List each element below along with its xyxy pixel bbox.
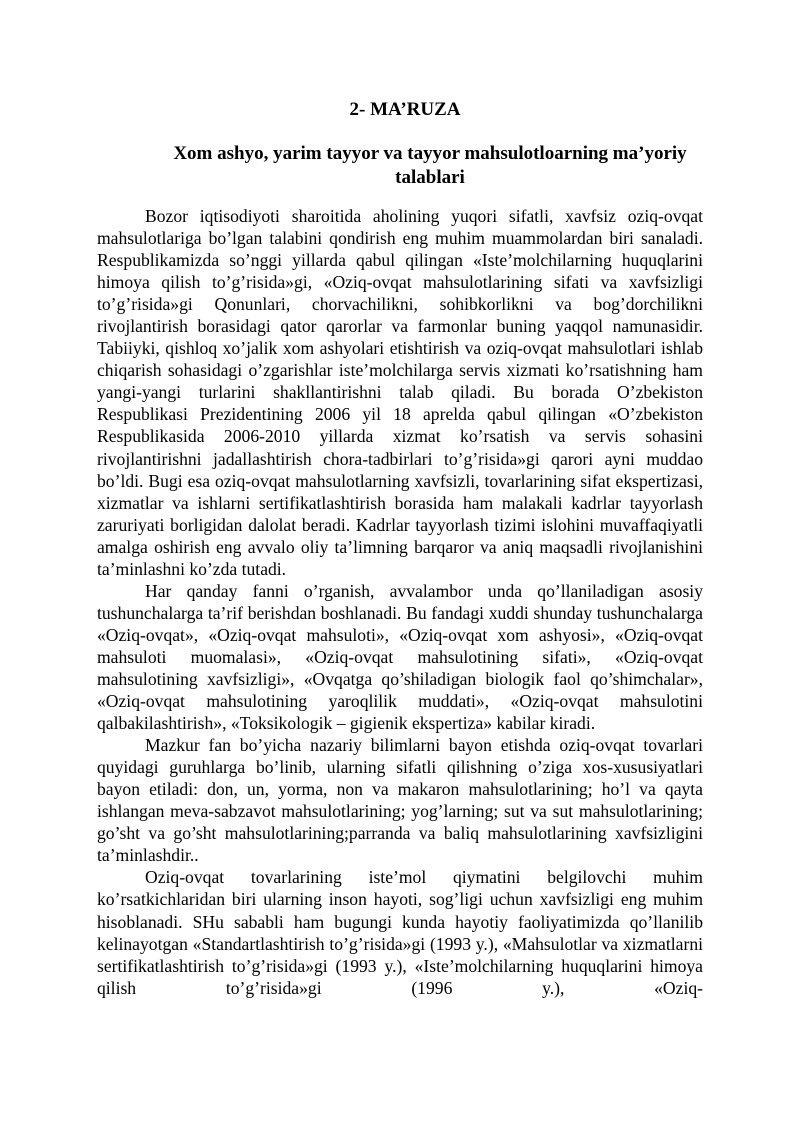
lecture-subtitle: Xom ashyo, yarim tayyor va tayyor mahsulotloarning ma’yoriy talablari — [173, 143, 687, 188]
paragraph: Oziq-ovqat tovarlarining iste’mol qiymatini belgilovchi muhim ko’rsatkichlaridan biri ularning inson hayoti, sog’ligi uchun xavfsizligi eng muhim hisoblanadi. SHu sababli ham bugungi kunda hayotiy faoliyatimizda qo’llanilib kelinayotgan «Standartlashtirish to’g’risida»gi (1993 y.), «Mahsulotlar va xizmatlarni sertifikatlashtirish to’g’risida»gi (1993 y.), «Iste’molchilarning huquqlarini himoya qilish to’g’risida»gi (1996 y.), «Oziq- — [97, 867, 703, 998]
lecture-heading: 2- MA’RUZA — [349, 99, 461, 120]
paragraph: Har qanday fanni o’rganish, avvalambor unda qo’llaniladigan asosiy tushunchalarga ta’rif berishdan boshlanadi. Bu fandagi xuddi shunday tushunchalarga «Oziq-ovqat», «Oziq-ovqat mahsuloti», «Oziq-ovqat xom ashyosi», «Oziq-ovqat mahsuloti muomalasi», «Oziq-ovqat mahsulotining sifati», «Oziq-ovqat mahsulotining xavfsizligi», «Ovqatga qo’shiladigan biologik faol qo’shimchalar», «Oziq-ovqat mahsulotining yaroqlilik muddati», «Oziq-ovqat mahsulotini qalbakilashtirish», «Toksikologik – gigienik ekspertiza» kabilar kiradi. — [97, 580, 703, 734]
paragraph: Bozor iqtisodiyoti sharoitida aholining yuqori sifatli, xavfsiz oziq-ovqat mahsulotlariga bo’lgan talabini qondirish eng muhim muammolardan biri sanaladi. Respublikamizda so’nggi yillarda qabul qilingan «Iste’molchilarning huquqlarini himoya qilish to’g’risida»gi, «Oziq-ovqat mahsulotlarining sifati va xavfsizligi to’g’risida»gi Qonunlari, chorvachilikni, sohibkorlikni va bog’dorchilikni rivojlantirish borasidagi qator qarorlar va farmonlar buning yaqqol namunasidir. Tabiiyki, qishloq xo’jalik xom ashyolari etishtirish va oziq-ovqat mahsulotlari ishlab chiqarish sohasidagi o’zgarishlar iste’molchilarga servis xizmati ko’rsatishning ham yangi-yangi turlarini shakllantirishni talab qiladi. Bu borada O’zbekiston Respublikasi Prezidentining 2006 yil 18 aprelda qabul qilingan «O’zbekiston Respublikasida 2006-2010 yillarda xizmat ko’rsatish va servis sohasini rivojlantirishni jadallashtirish chora-tadbirlari to’g’risida»gi qarori ayni muddao bo’ldi. Bugi esa oziq-ovqat mahsulotlarning xavfsizli, tovarlarining sifat ekspertizasi, xizmatlar va ishlarni sertifikatlashtirish borasida ham malakali kadrlar tayyorlash zaruriyati borligidan dalolat beradi. Kadrlar tayyorlash tizimi islohini muvaffaqiyatli amalga oshirish eng avvalo oliy ta’limning barqaror va aniq maqsadli rivojlanishini ta’minlashni ko’zda tutadi. — [97, 206, 703, 579]
paragraph: Mazkur fan bo’yicha nazariy bilimlarni bayon etishda oziq-ovqat tovarlari quyidagi guruhlarga bo’linib, ularning sifatli qilishning o’ziga xos-xususiyatlari bayon etiladi: don, un, yorma, non va makaron mahsulotlarining; ho’l va qayta ishlangan meva-sabzavot mahsulotlarining; yog’larning; sut va sut mahsulotlarining; go’sht va go’sht mahsulotlarining;parranda va baliq mahsulotlarining xavfsizligini ta’minlashdir.. — [97, 735, 703, 866]
lecture-body — [97, 205, 703, 999]
